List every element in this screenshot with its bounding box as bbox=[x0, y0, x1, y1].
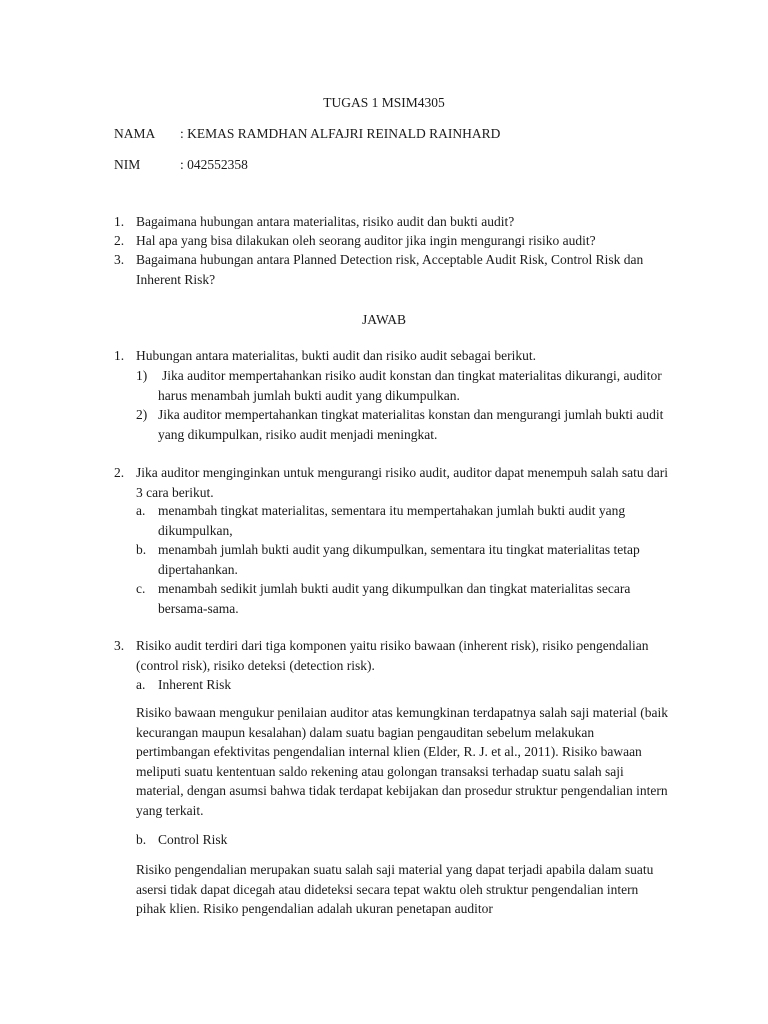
inherent-risk-paragraph: Risiko bawaan mengukur penilaian auditor atas kemungkinan terdapatnya salah saji material (baik kecurangan maupun kesalahan) dalam suatu bagian pengauditan sebelum melakukan pertimbangan efektivitas pengendalian internal klien (Elder, R. J. et al., 2011). Risiko bawaan meliputi suatu kententuan saldo rekening atau golongan transaksi terhadap suatu salah saji material, dengan asumsi bahwa tidak terdapat kebijakan dan prosedur struktur pengendalian intern yang terkait. bbox=[136, 705, 668, 818]
question-item bbox=[114, 212, 674, 232]
item-number: 2) bbox=[136, 407, 148, 422]
jawab-heading: JAWAB bbox=[362, 312, 406, 327]
item-label: Control Risk bbox=[158, 832, 228, 847]
nama-label: NAMA bbox=[114, 126, 156, 141]
question-text: Bagaimana hubungan antara Planned Detection risk, Acceptable Audit Risk, Control Risk dan Inherent Risk? bbox=[136, 252, 644, 287]
item-number: a. bbox=[136, 503, 146, 518]
control-risk-paragraph: Risiko pengendalian merupakan suatu salah saji material yang dapat terjadi apabila dalam suatu asersi tidak dapat dicegah atau dideteksi secara tepat waktu oleh struktur pengendalian intern pihak klien. Risiko pengendalian adalah ukuran penetapan auditor bbox=[136, 862, 654, 916]
answer-1-item bbox=[136, 405, 676, 444]
item-number: b. bbox=[136, 832, 147, 847]
question-text: Bagaimana hubungan antara materialitas, risiko audit dan bukti audit? bbox=[136, 214, 515, 229]
item-text: menambah tingkat materialitas, sementara itu mempertahakan jumlah bukti audit yang dikumpulkan, bbox=[158, 503, 626, 538]
question-text: Hal apa yang bisa dilakukan oleh seorang auditor jika ingin mengurangi risiko audit? bbox=[136, 233, 596, 248]
item-number: a. bbox=[136, 677, 146, 692]
answer-text: Risiko audit terdiri dari tiga komponen yaitu risiko bawaan (inherent risk), risiko pengendalian (control risk), risiko deteksi (detection risk). bbox=[136, 638, 649, 673]
answer-3 bbox=[114, 636, 659, 675]
answer-2 bbox=[114, 463, 676, 502]
document-title: TUGAS 1 MSIM4305 bbox=[323, 95, 445, 110]
question-number: 2. bbox=[114, 233, 125, 248]
inherent-risk-heading bbox=[136, 675, 676, 695]
item-number: b. bbox=[136, 542, 147, 557]
answer-text: Hubungan antara materialitas, bukti audit dan risiko audit sebagai berikut. bbox=[136, 348, 537, 363]
question-number: 3. bbox=[114, 252, 125, 267]
item-text: menambah sedikit jumlah bukti audit yang dikumpulkan dan tingkat materialitas secara bersama-sama. bbox=[158, 581, 631, 616]
question-number: 1. bbox=[114, 214, 125, 229]
answer-text: Jika auditor menginginkan untuk mengurangi risiko audit, auditor dapat menempuh salah satu dari 3 cara berikut. bbox=[136, 465, 669, 500]
answer-number: 2. bbox=[114, 465, 125, 480]
question-item bbox=[114, 231, 674, 251]
answer-2-item bbox=[136, 501, 666, 540]
item-text: menambah jumlah bukti audit yang dikumpulkan, sementara itu tingkat materialitas tetap dipertahankan. bbox=[158, 542, 640, 577]
answer-1-item bbox=[136, 366, 676, 405]
item-number: 1) bbox=[136, 368, 148, 383]
item-label: Inherent Risk bbox=[158, 677, 232, 692]
item-text: Jika auditor mempertahankan tingkat materialitas konstan dan mengurangi jumlah bukti audit yang dikumpulkan, risiko audit menjadi meningkat. bbox=[158, 407, 664, 442]
item-number: c. bbox=[136, 581, 146, 596]
nim-row bbox=[114, 155, 248, 175]
nama-row bbox=[114, 124, 500, 144]
nim-label: NIM bbox=[114, 157, 141, 172]
answer-number: 1. bbox=[114, 348, 125, 363]
question-item bbox=[114, 250, 674, 289]
nim-value: : 042552358 bbox=[180, 157, 248, 172]
answer-2-item bbox=[136, 579, 666, 618]
answer-1 bbox=[114, 346, 674, 366]
item-text: Jika auditor mempertahankan risiko audit konstan dan tingkat materialitas dikurangi, auditor harus menambah jumlah bukti audit yang dikumpulkan. bbox=[158, 368, 662, 403]
nama-value: : KEMAS RAMDHAN ALFAJRI REINALD RAINHARD bbox=[180, 126, 501, 141]
answer-number: 3. bbox=[114, 638, 125, 653]
control-risk-heading bbox=[136, 830, 676, 850]
answer-2-item bbox=[136, 540, 666, 579]
